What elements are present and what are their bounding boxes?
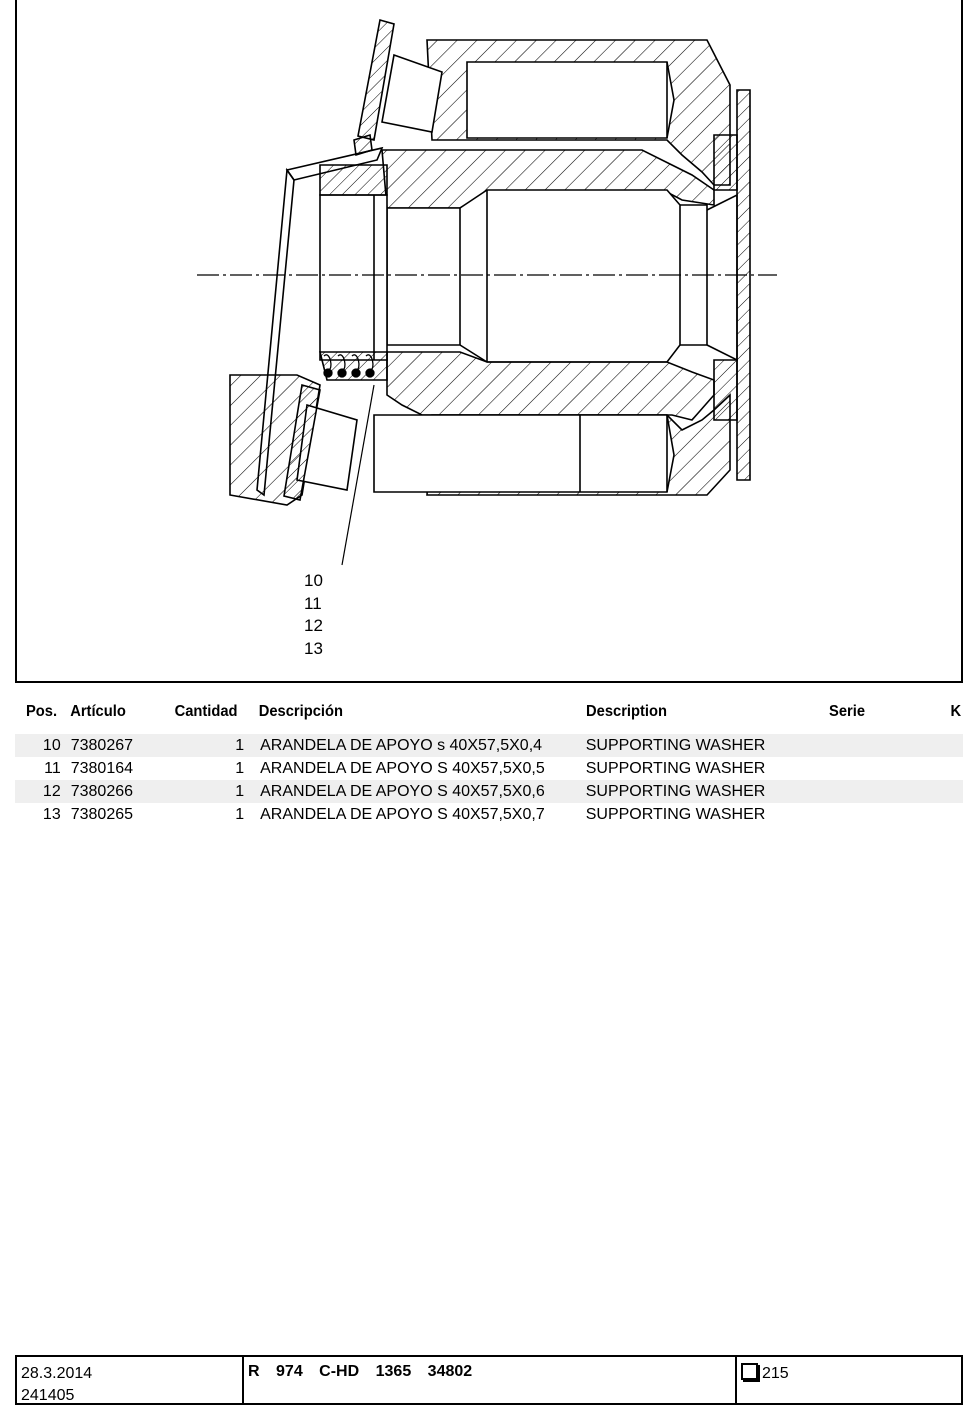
code-part: R <box>248 1363 260 1380</box>
header-description: Description <box>585 703 667 720</box>
table-row <box>15 803 963 826</box>
cell-descripcion: ARANDELA DE APOYO s 40X57,5X0,4 <box>244 734 586 757</box>
page-icon <box>741 1363 758 1380</box>
footer-number: 241405 <box>21 1387 75 1404</box>
footer-date-block <box>17 1357 244 1403</box>
code-part: C-HD <box>319 1363 360 1380</box>
header-articulo: Artículo <box>69 703 126 720</box>
callout-numbers <box>304 570 344 660</box>
cell-k <box>941 803 963 826</box>
cell-cantidad: 1 <box>160 780 244 803</box>
footer-date: 28.3.2014 <box>21 1365 93 1382</box>
cell-description: SUPPORTING WASHER <box>585 805 766 823</box>
callout-label: 13 <box>304 638 323 658</box>
cell-cantidad: 1 <box>235 805 245 823</box>
cell-serie <box>829 780 941 803</box>
exploded-section-drawing <box>17 0 965 683</box>
page-number: 215 <box>762 1365 789 1382</box>
cell-cantidad: 1 <box>160 734 244 757</box>
cell-cantidad: 1 <box>235 759 245 777</box>
cell-serie <box>829 734 941 757</box>
code-part: 1365 <box>375 1363 412 1380</box>
header-serie: Serie <box>828 703 865 720</box>
cell-serie <box>829 803 941 826</box>
cell-descripcion: ARANDELA DE APOYO S 40X57,5X0,7 <box>260 805 545 823</box>
cell-k <box>941 757 963 780</box>
cell-k <box>941 734 963 757</box>
header-pos: Pos. <box>25 703 58 720</box>
table-row <box>15 757 963 780</box>
cell-serie <box>829 757 941 780</box>
page-footer <box>15 1355 963 1405</box>
code-part: 34802 <box>427 1363 473 1380</box>
footer-catalog-code <box>244 1357 737 1403</box>
cell-pos: 13 <box>42 805 61 823</box>
code-part: 974 <box>276 1363 303 1380</box>
callout-label: 12 <box>304 616 323 636</box>
cell-description: SUPPORTING WASHER <box>585 759 766 777</box>
technical-drawing-frame <box>15 0 963 683</box>
header-descripcion: Descripción <box>258 703 344 720</box>
cell-description: SUPPORTING WASHER <box>586 734 829 757</box>
cell-pos: 12 <box>15 780 61 803</box>
cell-articulo: 7380267 <box>61 734 160 757</box>
cell-k <box>941 780 963 803</box>
cell-articulo: 7380266 <box>61 780 160 803</box>
table-row <box>15 780 963 803</box>
cell-descripcion: ARANDELA DE APOYO S 40X57,5X0,6 <box>244 780 586 803</box>
footer-page-block <box>737 1357 961 1403</box>
table-row <box>15 734 963 757</box>
table-header-row <box>15 700 963 724</box>
parts-table <box>15 700 963 826</box>
header-k: K <box>950 703 962 720</box>
cell-pos: 10 <box>15 734 61 757</box>
callout-label: 11 <box>304 593 322 613</box>
cell-articulo: 7380265 <box>70 805 134 823</box>
cell-description: SUPPORTING WASHER <box>586 780 829 803</box>
cell-pos: 11 <box>44 759 61 777</box>
cell-descripcion: ARANDELA DE APOYO S 40X57,5X0,5 <box>260 759 545 777</box>
cell-articulo: 7380164 <box>70 759 134 777</box>
callout-label: 10 <box>304 571 323 590</box>
header-cantidad: Cantidad <box>174 703 238 720</box>
